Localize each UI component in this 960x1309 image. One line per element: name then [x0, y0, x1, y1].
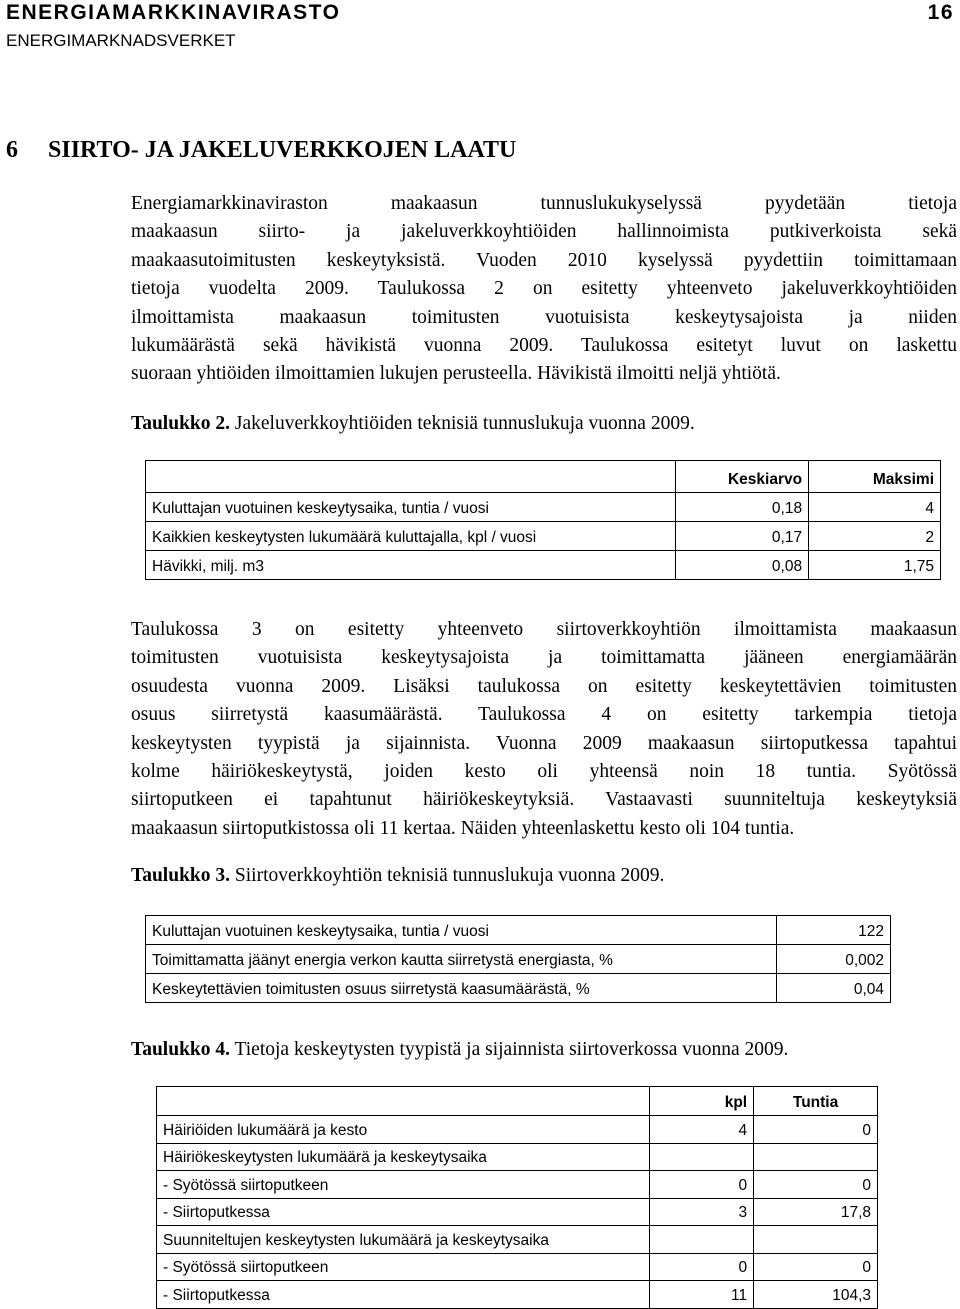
table-cell: 1,75: [809, 551, 941, 580]
table2-caption-text: Jakeluverkkoyhtiöiden teknisiä tunnuslukuja vuonna 2009.: [230, 413, 695, 434]
table-cell: 0: [754, 1116, 878, 1144]
table-cell: 122: [777, 916, 891, 945]
paragraph-line: lukumäärästä sekä hävikistä vuonna 2009. Taulukossa esitetyt luvut on laskettu: [131, 335, 957, 357]
table-cell: 0: [650, 1253, 754, 1281]
table-cell: Kaikkien keskeytysten lukumäärä kuluttajalla, kpl / vuosi: [146, 522, 676, 551]
table3-caption-text: Siirtoverkkoyhtiön teknisiä tunnuslukuja vuonna 2009.: [230, 865, 665, 886]
table-cell: - Siirtoputkessa: [157, 1198, 650, 1226]
table-cell: Kuluttajan vuotuinen keskeytysaika, tuntia / vuosi: [146, 916, 777, 945]
table-header-cell: [146, 461, 676, 493]
table-cell: Keskeytettävien toimitusten osuus siirretystä kaasumäärästä, %: [146, 974, 777, 1003]
table4-caption-label: Taulukko 4.: [131, 1039, 231, 1060]
table-row: [146, 522, 941, 551]
paragraph-line: tietoja vuodelta 2009. Taulukossa 2 on esitetty yhteenveto jakeluverkkoyhtiöiden: [131, 278, 957, 300]
table-row: [146, 974, 891, 1003]
table4-caption: [131, 1036, 788, 1064]
table-row: [146, 551, 941, 580]
paragraph-line: keskeytysten tyypistä ja sijainnista. Vuonna 2009 maakaasun siirtoputkessa tapahtui: [131, 732, 957, 754]
paragraph-line: Taulukossa 3 on esitetty yhteenveto siirtoverkkoyhtiön ilmoittamista maakaasun: [131, 619, 957, 640]
table-cell: Toimittamatta jäänyt energia verkon kautta siirretystä energiasta, %: [146, 945, 777, 974]
chapter-number: 6: [6, 137, 18, 163]
table4: [156, 1086, 878, 1309]
table-cell: 0,04: [777, 974, 891, 1003]
table-cell: [650, 1226, 754, 1254]
table3-caption-label: Taulukko 3.: [131, 865, 231, 886]
paragraph-line: Energiamarkkinaviraston maakaasun tunnuslukukyselyssä pyydetään tietoja: [131, 193, 957, 214]
table-header-cell: Maksimi: [809, 461, 941, 493]
table-row: [146, 916, 891, 945]
header-organization-fi: ENERGIAMARKKINAVIRASTO: [6, 1, 341, 24]
table-cell: 0,17: [676, 522, 809, 551]
paragraph-transmission: [131, 616, 957, 843]
table-header-row: [146, 461, 941, 493]
table-row: [157, 1198, 878, 1226]
paragraph-line: maakaasun siirtoputkistossa oli 11 kertaa. Näiden yhteenlaskettu kesto oli 104 tuntia.: [131, 817, 795, 839]
table-cell: 0,002: [777, 945, 891, 974]
table-cell: - Syötössä siirtoputkeen: [157, 1171, 650, 1199]
paragraph-line: osuus siirretystä kaasumäärästä. Taulukossa 4 on esitetty tarkempia tietoja: [131, 704, 957, 726]
table-cell: 17,8: [754, 1198, 878, 1226]
chapter-heading: [6, 136, 516, 164]
table-row: [146, 945, 891, 974]
table-row: [157, 1116, 878, 1144]
table-cell: [754, 1226, 878, 1254]
table4-caption-text: Tietoja keskeytysten tyypistä ja sijainnista siirtoverkossa vuonna 2009.: [230, 1039, 789, 1060]
header-organization-sv: ENERGIMARKNADSVERKET: [6, 31, 236, 50]
table-cell: 2: [809, 522, 941, 551]
table-header-cell: [157, 1087, 650, 1116]
paragraph-line: toimitusten vuotuisista keskeytysajoista ja toimittamatta jääneen energiamäärän: [131, 647, 957, 669]
table-cell: 11: [650, 1281, 754, 1309]
table-cell: 0,08: [676, 551, 809, 580]
table-row: [146, 493, 941, 522]
paragraph-line: maakaasutoimitusten keskeytyksistä. Vuoden 2010 kyselyssä pyydettiin toimittamaan: [131, 249, 957, 271]
table-cell: 3: [650, 1198, 754, 1226]
paragraph-intro: [131, 190, 957, 389]
table-cell: 0: [650, 1171, 754, 1199]
table-cell: 104,3: [754, 1281, 878, 1309]
table2-caption: [131, 410, 695, 438]
table-header-cell: Keskiarvo: [676, 461, 809, 493]
table-cell: - Siirtoputkessa: [157, 1281, 650, 1309]
table3-caption: [131, 862, 664, 890]
table-cell: Häiriökeskeytysten lukumäärä ja keskeytysaika: [157, 1143, 650, 1171]
table2-caption-label: Taulukko 2.: [131, 413, 231, 434]
table-cell: 4: [809, 493, 941, 522]
table-row: [157, 1281, 878, 1309]
table-cell: Hävikki, milj. m3: [146, 551, 676, 580]
table-cell: Kuluttajan vuotuinen keskeytysaika, tuntia / vuosi: [146, 493, 676, 522]
table-cell: [754, 1143, 878, 1171]
table3: [145, 915, 891, 1003]
table-cell: [650, 1143, 754, 1171]
table-cell: 0: [754, 1171, 878, 1199]
table-row: [157, 1143, 878, 1171]
table-cell: 0,18: [676, 493, 809, 522]
table-row: [157, 1171, 878, 1199]
table-row: [157, 1253, 878, 1281]
table-cell: 4: [650, 1116, 754, 1144]
table-row: [157, 1226, 878, 1254]
table-cell: Häiriöiden lukumäärä ja kesto: [157, 1116, 650, 1144]
paragraph-line: siirtoputkeen ei tapahtunut häiriökeskeytyksiä. Vastaavasti suunniteltuja keskeytyksiä: [131, 789, 957, 811]
table-cell: 0: [754, 1253, 878, 1281]
table-header-cell: Tuntia: [754, 1087, 878, 1116]
paragraph-line: suoraan yhtiöiden ilmoittamien lukujen perusteella. Hävikistä ilmoitti neljä yhtiötä.: [131, 363, 781, 385]
page-number: 16: [927, 1, 954, 24]
chapter-title: SIIRTO- JA JAKELUVERKKOJEN LAATU: [48, 137, 517, 163]
table-header-row: [157, 1087, 878, 1116]
table-cell: - Syötössä siirtoputkeen: [157, 1253, 650, 1281]
paragraph-line: maakaasun siirto- ja jakeluverkkoyhtiöiden hallinnoimista putkiverkoista sekä: [131, 221, 957, 243]
paragraph-line: osuudesta vuonna 2009. Lisäksi taulukossa on esitetty keskeytettävien toimitusten: [131, 675, 957, 697]
paragraph-line: ilmoittamista maakaasun toimitusten vuotuisista keskeytysajoista ja niiden: [131, 306, 957, 328]
table2: [145, 460, 941, 580]
table-cell: Suunniteltujen keskeytysten lukumäärä ja keskeytysaika: [157, 1226, 650, 1254]
paragraph-line: kolme häiriökeskeytystä, joiden kesto oli yhteensä noin 18 tuntia. Syötössä: [131, 761, 957, 783]
table-header-cell: kpl: [650, 1087, 754, 1116]
